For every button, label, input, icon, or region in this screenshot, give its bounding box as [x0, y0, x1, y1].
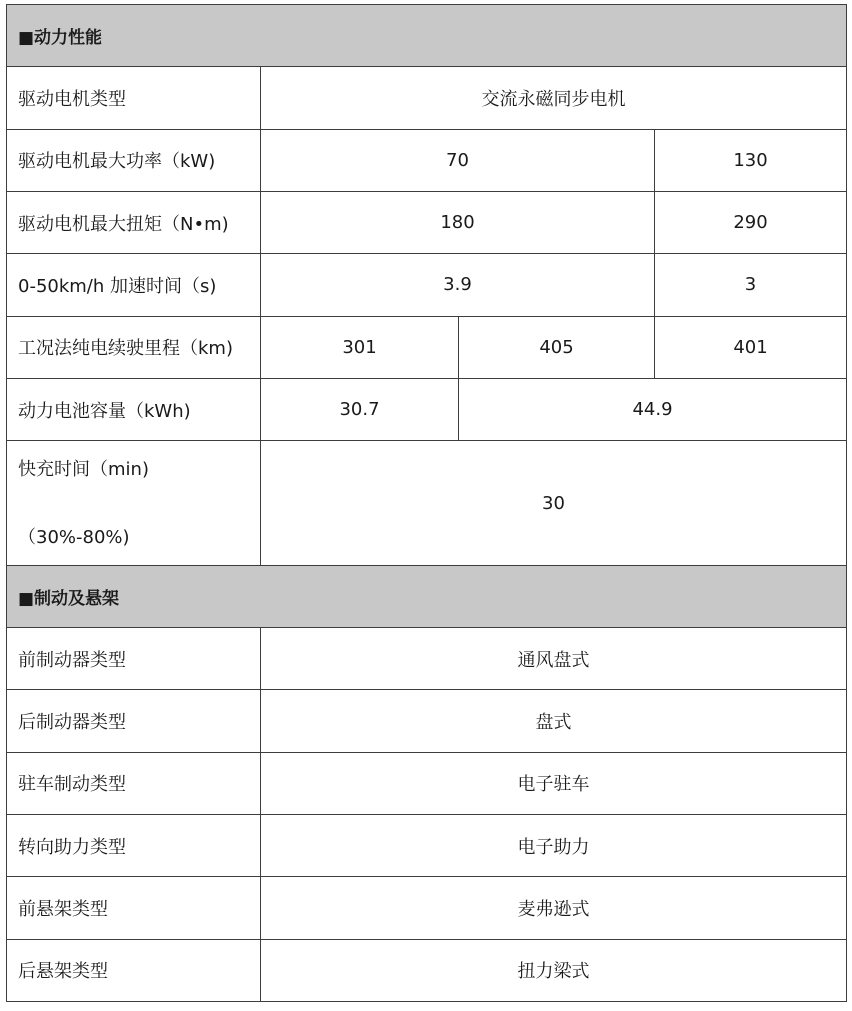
row-label: 转向助力类型: [7, 815, 261, 877]
row-label: 后制动器类型: [7, 690, 261, 752]
table-row: [7, 129, 847, 191]
table-row: [7, 316, 847, 378]
row-label: 后悬架类型: [7, 939, 261, 1001]
row-value: 180: [261, 191, 655, 253]
row-value: 3.9: [261, 254, 655, 316]
table-row: [7, 690, 847, 752]
row-label-line1: 快充时间（min): [18, 459, 149, 481]
table-row: [7, 815, 847, 877]
row-value: 麦弗逊式: [261, 877, 847, 939]
row-value: 盘式: [261, 690, 847, 752]
row-label: [7, 441, 261, 566]
table-row: [7, 628, 847, 690]
table-row: [7, 939, 847, 1001]
table-row: [7, 441, 847, 566]
row-value: 401: [655, 316, 847, 378]
row-label: 工况法纯电续驶里程（km): [7, 316, 261, 378]
table-row: [7, 752, 847, 814]
section-title-brake: ■制动及悬架: [7, 565, 847, 627]
row-value: 301: [261, 316, 459, 378]
table-row: [7, 378, 847, 440]
row-label: 前制动器类型: [7, 628, 261, 690]
row-value: 405: [459, 316, 655, 378]
row-value: 扭力梁式: [261, 939, 847, 1001]
section-header-power: [7, 5, 847, 67]
row-value: 通风盘式: [261, 628, 847, 690]
row-value: 30: [261, 441, 847, 566]
row-value: 130: [655, 129, 847, 191]
table-row: [7, 191, 847, 253]
row-label: 驱动电机最大扭矩（N•m): [7, 191, 261, 253]
row-value: 30.7: [261, 378, 459, 440]
spec-table: [6, 4, 847, 1002]
row-label: 动力电池容量（kWh): [7, 378, 261, 440]
table-row: [7, 877, 847, 939]
row-label: 驱动电机类型: [7, 67, 261, 129]
row-label: 驱动电机最大功率（kW): [7, 129, 261, 191]
section-header-brake: [7, 565, 847, 627]
row-label: 驻车制动类型: [7, 752, 261, 814]
row-label: 0-50km/h 加速时间（s): [7, 254, 261, 316]
row-value: 电子助力: [261, 815, 847, 877]
table-row: [7, 67, 847, 129]
row-value: 交流永磁同步电机: [261, 67, 847, 129]
table-row: [7, 254, 847, 316]
row-label: 前悬架类型: [7, 877, 261, 939]
section-title-power: ■动力性能: [7, 5, 847, 67]
row-value: 3: [655, 254, 847, 316]
row-value: 电子驻车: [261, 752, 847, 814]
row-value: 290: [655, 191, 847, 253]
row-value: 44.9: [459, 378, 847, 440]
row-value: 70: [261, 129, 655, 191]
row-label-line2: （30%-80%): [18, 526, 130, 548]
